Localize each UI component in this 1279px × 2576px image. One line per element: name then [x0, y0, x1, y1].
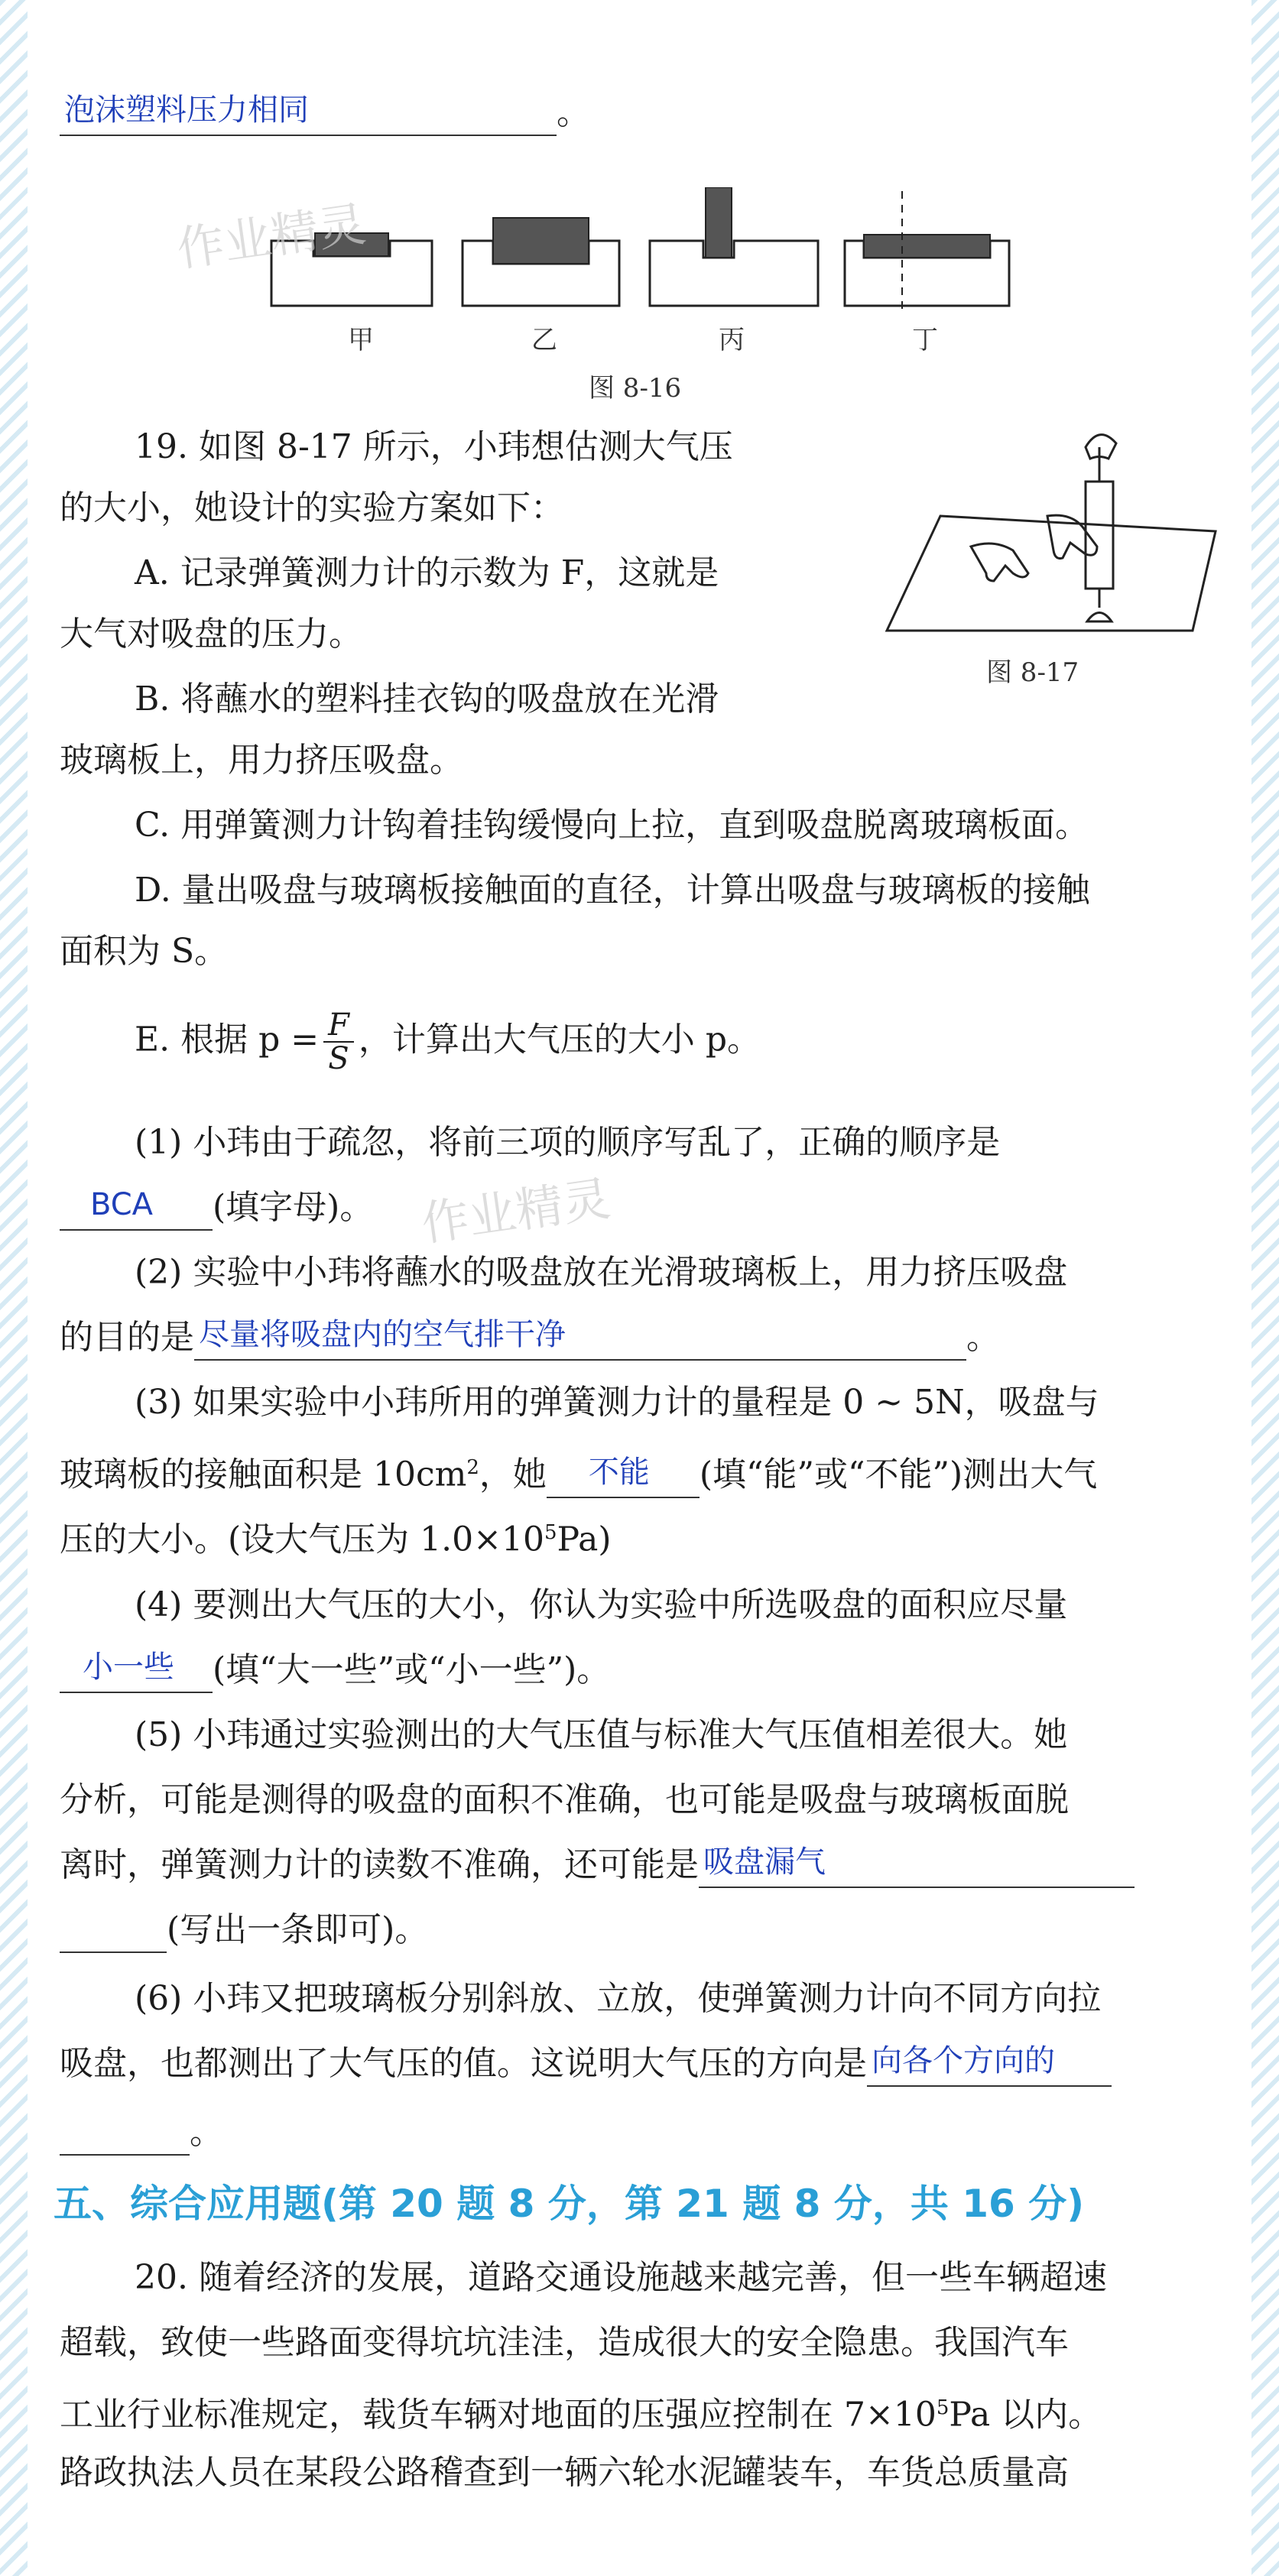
part2-prefix: 的目的是: [60, 1318, 194, 1357]
q19-part5-line4: [60, 1907, 1222, 1953]
part5-hint: (写出一条即可)。: [167, 1910, 429, 1949]
fig17-caption: 图 8-17: [986, 657, 1079, 688]
part3-pressure-prefix: 压的大小。(设大气压为 1.0×10: [60, 1520, 544, 1559]
q19-part4-line2: [60, 1647, 1222, 1693]
part3-pressure-exponent: 5: [544, 1521, 557, 1544]
part2-period: 。: [966, 1318, 1000, 1357]
part3-handwritten-answer: 不能: [588, 1454, 650, 1490]
q19-part6-line2: [60, 2041, 1222, 2087]
q19-part1-line1: (1) 小玮由于疏忽，将前三项的顺序写乱了，正确的顺序是: [135, 1123, 1001, 1162]
part6-answer-blank: [867, 2044, 1112, 2087]
part3-hint: (填“能”或“不能”)测出大气: [699, 1455, 1098, 1494]
q19-step-b-2: 玻璃板上，用力挤压吸盘。: [60, 741, 463, 780]
q19-part5-line2: 分析，可能是测得的吸盘的面积不准确，也可能是吸盘与玻璃板面脱: [60, 1780, 1069, 1819]
q20-line1: 20. 随着经济的发展，道路交通设施越来越完善，但一些车辆超速: [135, 2258, 1107, 2297]
brick-yi: [493, 218, 589, 264]
part3-pressure-unit: Pa): [557, 1520, 612, 1559]
q18-answer-blank: [60, 93, 557, 136]
part5-handwritten-answer: 吸盘漏气: [703, 1844, 826, 1880]
q19-intro-2: 的大小，她设计的实验方案如下：: [60, 488, 564, 527]
fig16-label-yi: 乙: [531, 325, 557, 355]
part6-answer-blank-continued: [60, 2113, 190, 2156]
q19-part3-line1: (3) 如果实验中小玮所用的弹簧测力计的量程是 0 ~ 5N，吸盘与: [135, 1383, 1099, 1422]
fig16-label-jia: 甲: [348, 325, 374, 355]
q19-part6-line1: (6) 小玮又把玻璃板分别斜放、立放，使弹簧测力计向不同方向拉: [135, 1979, 1102, 2018]
q19-step-b-1: B. 将蘸水的塑料挂衣钩的吸盘放在光滑: [135, 680, 719, 719]
watermark: 作业精灵: [417, 1170, 614, 1252]
brick-ding: [864, 235, 990, 258]
q19-step-a-1: A. 记录弹簧测力计的示数为 F，这就是: [135, 553, 719, 592]
foam-block-bing: [650, 241, 818, 306]
step-e-suffix: ，计算出大气压的大小 p。: [358, 1020, 761, 1059]
part5-answer-blank-continued: [60, 1910, 167, 1953]
q20-line2: 超载，致使一些路面变得坑坑洼洼，造成很大的安全隐患。我国汽车: [60, 2323, 1069, 2362]
q19-step-c: C. 用弹簧测力计钩着挂钩缓慢向上拉，直到吸盘脱离玻璃板面。: [135, 806, 1089, 845]
part1-hint: (填字母)。: [213, 1188, 374, 1227]
part4-handwritten-answer: 小一些: [83, 1650, 174, 1685]
part6-period: 。: [190, 2113, 223, 2152]
q18-handwritten-answer: 泡沫塑料压力相同: [64, 92, 309, 128]
q20-line3-suffix: Pa 以内。: [949, 2395, 1102, 2435]
q19-part5-line3: [60, 1842, 1222, 1888]
fig16-caption: 图 8-16: [589, 373, 682, 404]
q19-part6-line3: [60, 2110, 1222, 2156]
q19-part5-line1: (5) 小玮通过实验测出的大气压值与标准大气压值相差很大。她: [135, 1715, 1068, 1754]
part5-answer-blank: [699, 1845, 1135, 1888]
q19-part1-line2: [60, 1185, 1222, 1231]
q19-part3-line3: [60, 1510, 1222, 1563]
q20-line4: 路政执法人员在某段公路稽查到一辆六轮水泥罐装车，车货总质量高: [60, 2453, 1069, 2492]
fraction-denominator: S: [328, 1041, 349, 1076]
part1-answer-blank: [60, 1188, 213, 1231]
watermark: 作业精灵: [173, 196, 369, 277]
q20-line3-exponent: 5: [936, 2396, 950, 2419]
part6-prefix: 吸盘，也都测出了大气压的值。这说明大气压的方向是: [60, 2044, 867, 2083]
q18-answer-line: [60, 90, 1222, 136]
part5-prefix: 离时，弹簧测力计的读数不准确，还可能是: [60, 1845, 699, 1884]
figure-8-16: [260, 187, 1017, 333]
q19-step-d-2: 面积为 S。: [60, 932, 229, 971]
q18-period: 。: [557, 93, 590, 132]
pulling-hand: [1086, 435, 1116, 459]
section-5-title: 五、综合应用题(第 20 题 8 分，第 21 题 8 分，共 16 分): [54, 2182, 1085, 2226]
q19-part2-line1: (2) 实验中小玮将蘸水的吸盘放在光滑玻璃板上，用力挤压吸盘: [135, 1253, 1068, 1292]
q19-step-e: [135, 1009, 1220, 1075]
left-hand: [971, 543, 1028, 581]
part3-answer-blank: [547, 1455, 700, 1498]
figure-8-17: [879, 424, 1231, 657]
fig16-label-bing: 丙: [719, 325, 745, 355]
part2-answer-blank: [194, 1318, 966, 1361]
q20-line3-prefix: 工业行业标准规定，载货车辆对地面的压强应控制在 7×10: [60, 2395, 937, 2435]
fig16-label-ding: 丁: [912, 325, 938, 355]
part6-handwritten-answer: 向各个方向的: [872, 2043, 1055, 2078]
q20-line3: [60, 2385, 1222, 2438]
right-decorative-border: [1251, 0, 1279, 2576]
part3-superscript: 2: [466, 1456, 479, 1479]
part4-answer-blank: [60, 1650, 213, 1693]
part3-prefix: 玻璃板的接触面积是 10cm: [60, 1455, 467, 1494]
fraction-numerator: F: [323, 1009, 354, 1043]
q19-intro-1: 19. 如图 8-17 所示，小玮想估测大气压: [135, 427, 733, 466]
part1-handwritten-answer: BCA: [90, 1187, 154, 1222]
left-decorative-border: [0, 0, 28, 2576]
q19-part4-line1: (4) 要测出大气压的大小，你认为实验中所选吸盘的面积应尽量: [135, 1585, 1068, 1624]
q19-step-d-1: D. 量出吸盘与玻璃板接触面的直径，计算出吸盘与玻璃板的接触: [135, 871, 1090, 910]
q19-step-a-2: 大气对吸盘的压力。: [60, 615, 362, 654]
part4-hint: (填“大一些”或“小一些”)。: [213, 1650, 611, 1689]
pressure-fraction: [323, 1009, 354, 1075]
q19-part2-line2: [60, 1315, 1222, 1361]
part3-mid: ，她: [479, 1455, 547, 1494]
part2-handwritten-answer: 尽量将吸盘内的空气排干净: [199, 1317, 566, 1352]
q19-part3-line2: [60, 1445, 1222, 1498]
step-e-prefix: E. 根据 p =: [135, 1020, 320, 1059]
suction-cup: [1087, 613, 1112, 622]
brick-bing: [706, 187, 732, 258]
